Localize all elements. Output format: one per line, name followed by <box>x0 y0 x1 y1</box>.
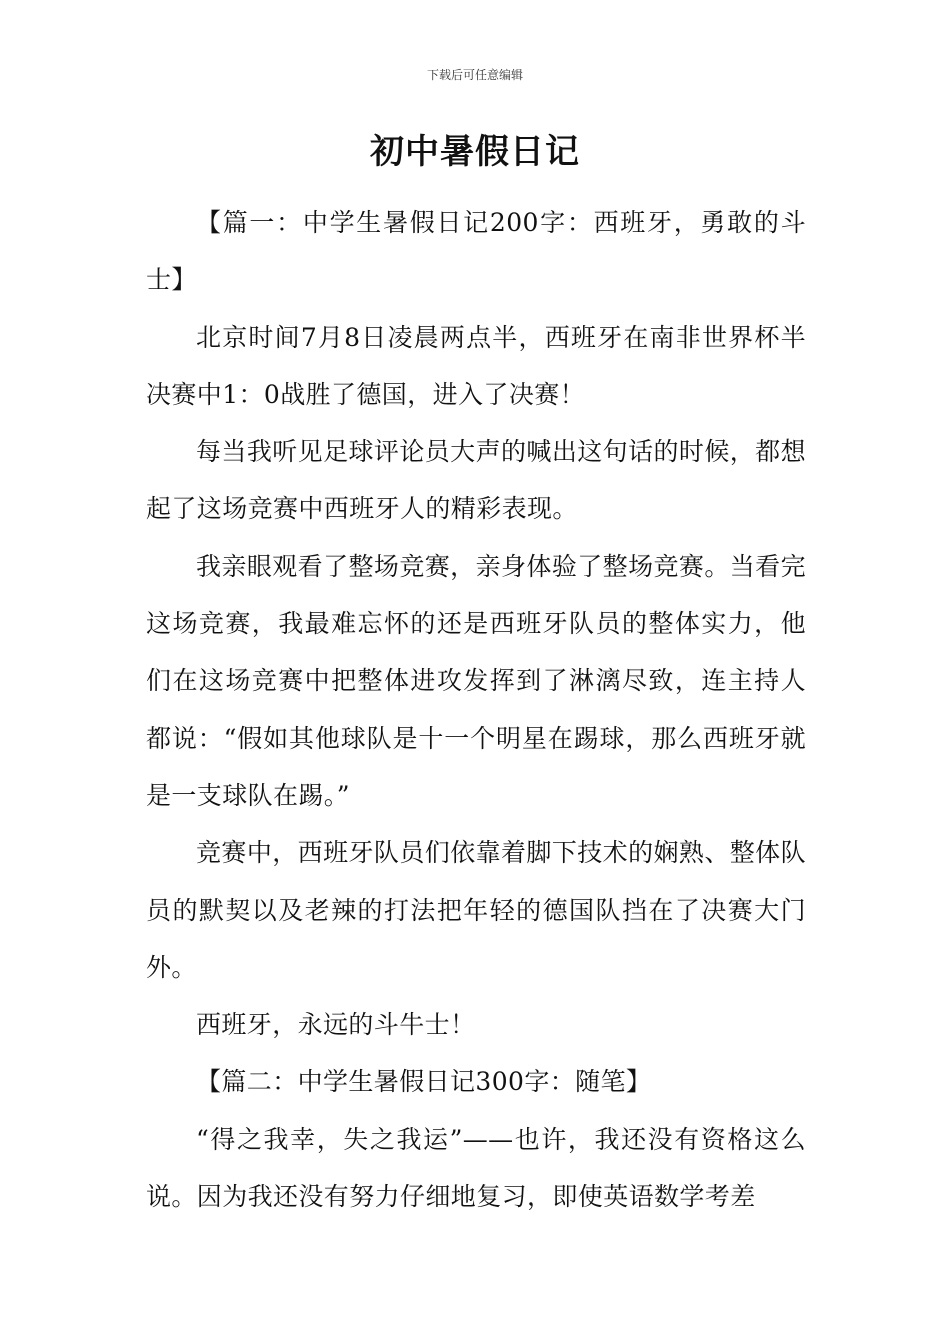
document-title: 初中暑假日记 <box>370 132 580 172</box>
paragraph: 每当我听见足球评论员大声的喊出这句话的时候，都想起了这场竞赛中西班牙人的精彩表现。 <box>146 437 806 524</box>
section-heading-2: 【篇二：中学生暑假日记300字：随笔】 <box>196 1067 652 1097</box>
document-body <box>146 194 806 1225</box>
paragraph: 北京时间7月8日凌晨两点半，西班牙在南非世界杯半决赛中1：0战胜了德国，进入了决赛！ <box>146 322 806 409</box>
paragraph: 我亲眼观看了整场竞赛，亲身体验了整场竞赛。当看完这场竞赛，我最难忘怀的还是西班牙队员的整体实力，他们在这场竞赛中把整体进攻发挥到了淋漓尽致，连主持人都说：“假如其他球队是十一个明星在踢球，那么西班牙就是一支球队在踢。” <box>146 551 806 810</box>
section-heading-1: 【篇一：中学生暑假日记200字：西班牙，勇敢的斗士】 <box>146 208 806 295</box>
paragraph: 西班牙，永远的斗牛士！ <box>196 1010 476 1040</box>
header-note: 下载后可任意编辑 <box>426 68 523 82</box>
paragraph: 竞赛中，西班牙队员们依靠着脚下技术的娴熟、整体队员的默契以及老辣的打法把年轻的德国队挡在了决赛大门外。 <box>146 838 806 982</box>
paragraph: “得之我幸，失之我运”——也许，我还没有资格这么说。因为我还没有努力仔细地复习，即使英语数学考差 <box>146 1124 806 1212</box>
